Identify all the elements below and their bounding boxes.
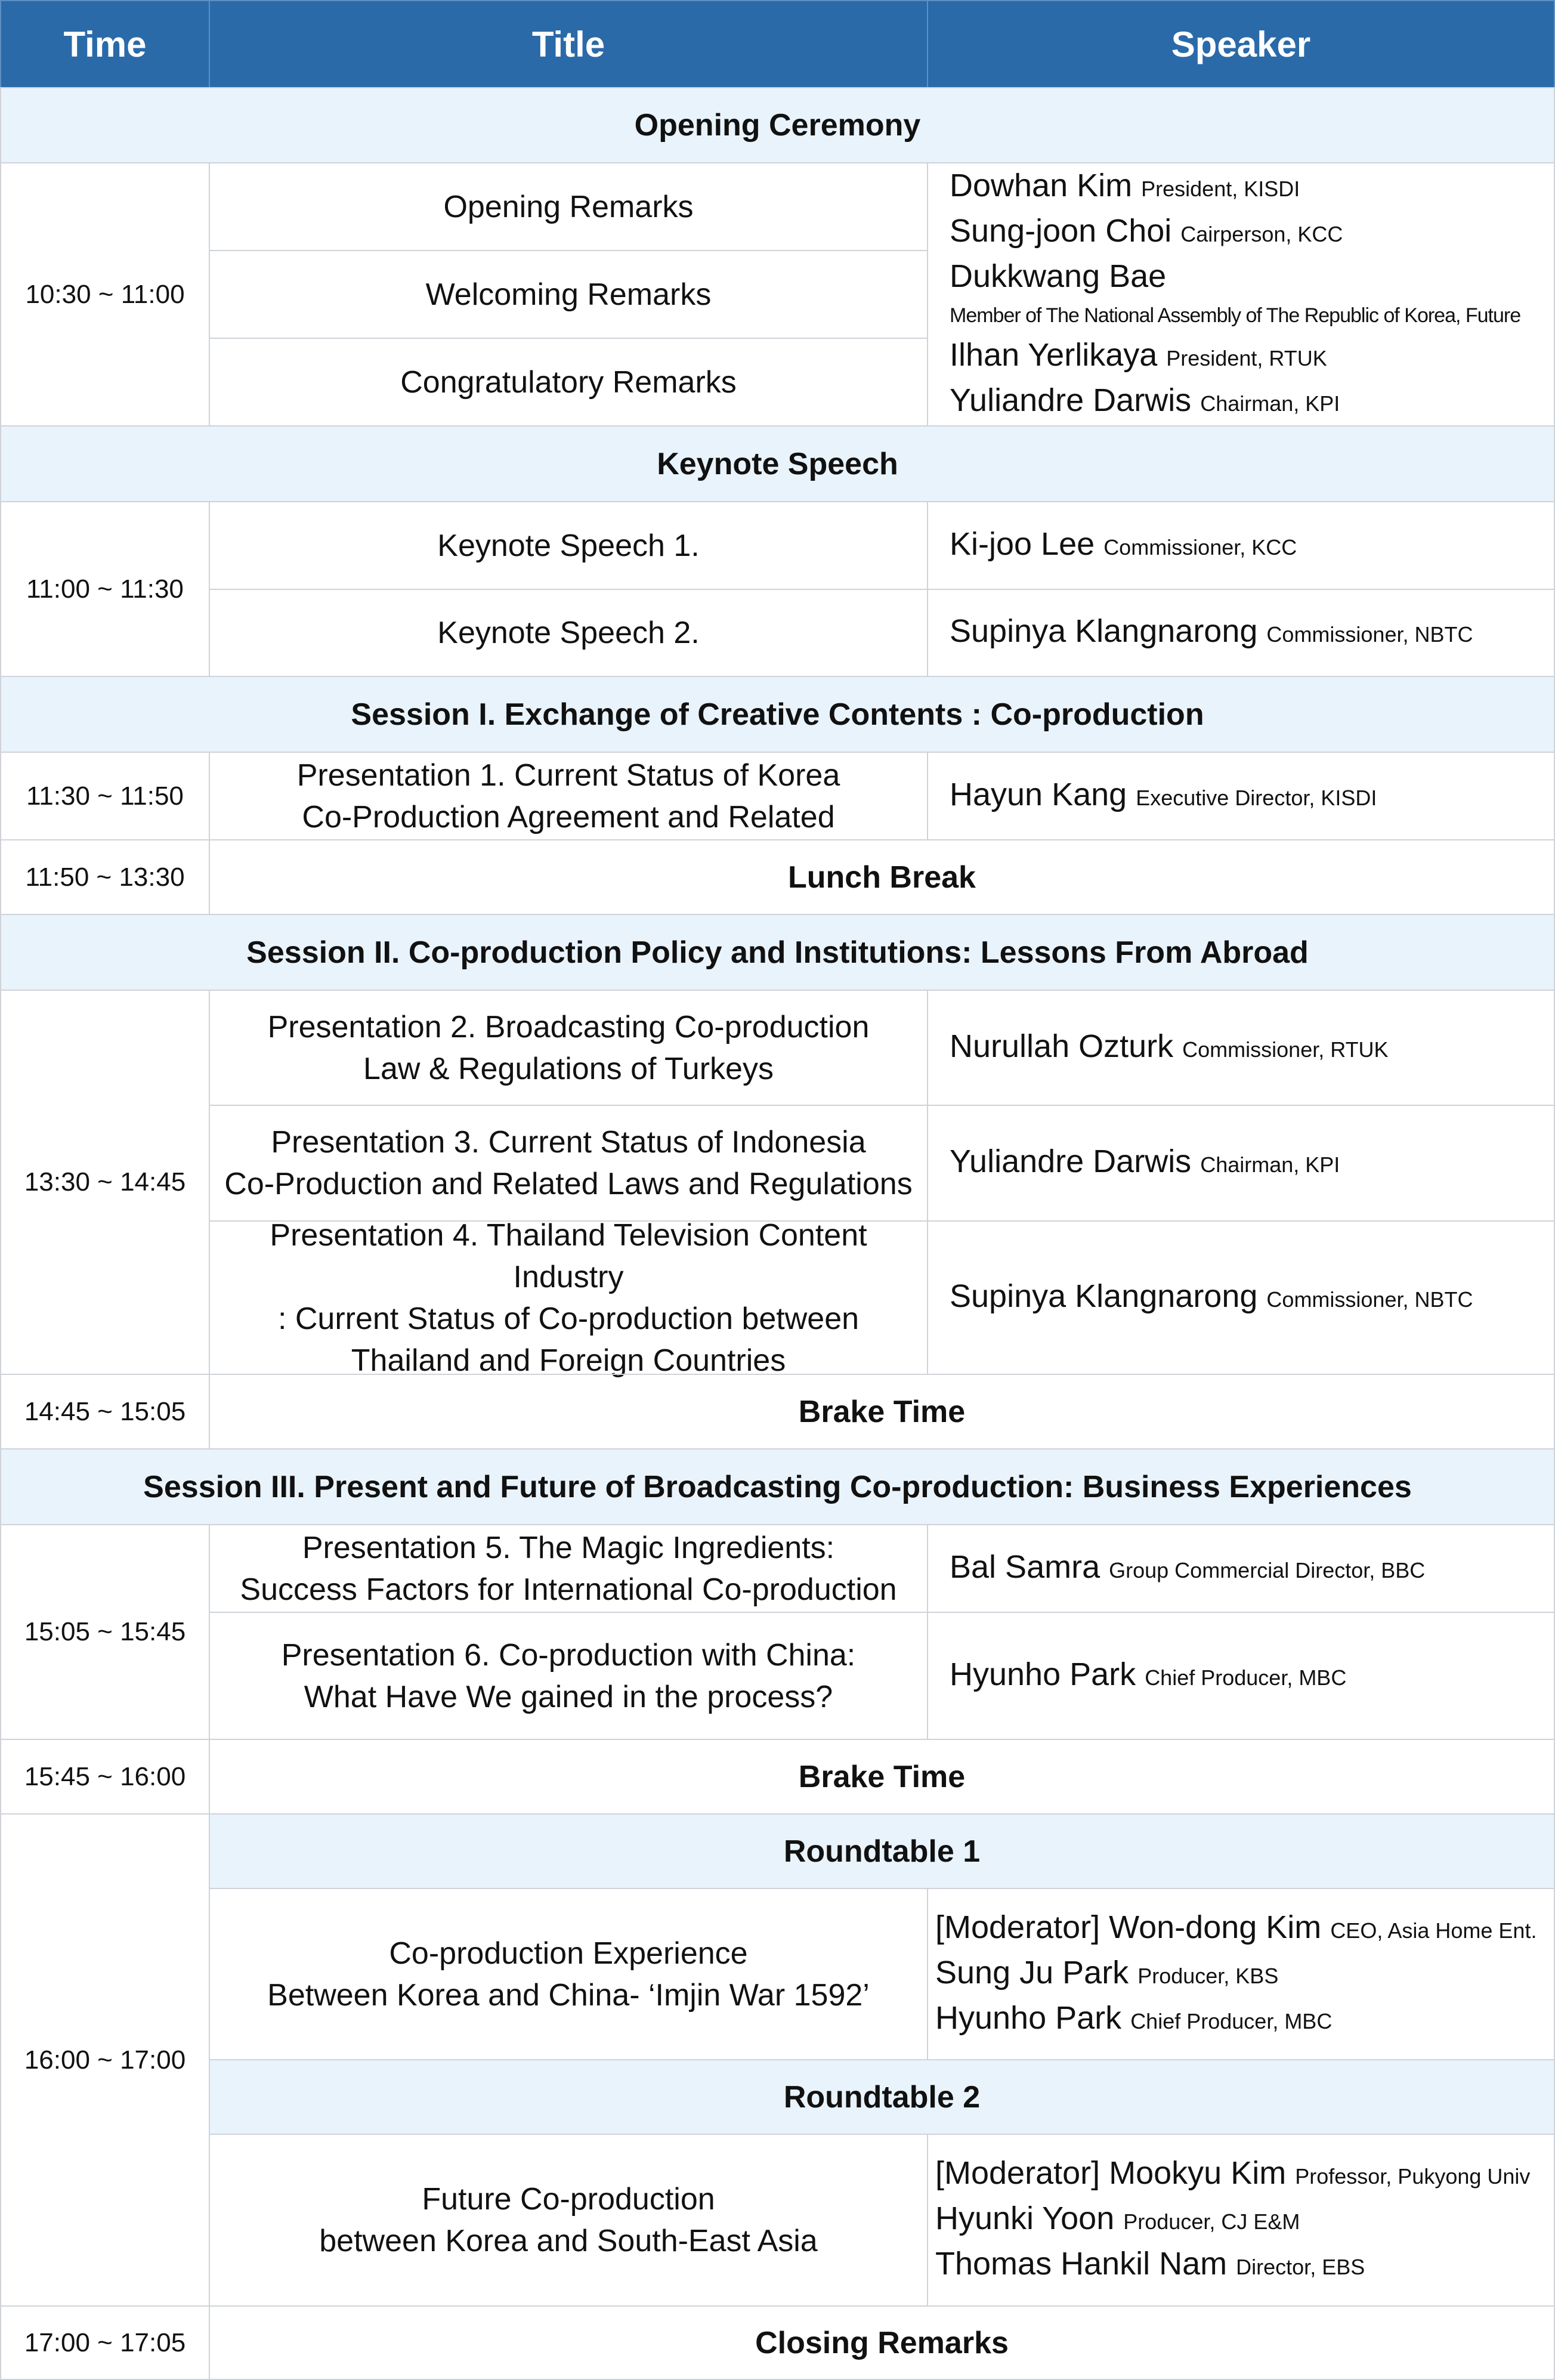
time-session-2: 13:30 ~ 14:45 [0, 990, 210, 1375]
speaker-name: Nurullah Ozturk [950, 1028, 1174, 1064]
title-line: Future Co-production [422, 2182, 715, 2217]
speaker-role: Group Commercial Director, BBC [1109, 1557, 1426, 1582]
time-brake-2: 15:45 ~ 16:00 [0, 1739, 210, 1815]
speakers-roundtable-1 [927, 1888, 1555, 2060]
speaker-name: Supinya Klangnarong [950, 613, 1258, 649]
speaker-role: President, RTUK [1166, 345, 1327, 370]
title-line: Between Korea and China- ‘Imjin War 1592’ [267, 1977, 870, 2013]
title-line: Success Factors for International Co-production [240, 1572, 897, 1607]
section-keynote: Keynote Speech [0, 425, 1555, 502]
time-roundtables: 16:00 ~ 17:00 [0, 1813, 210, 2307]
speaker-name: Yuliandre Darwis [950, 1143, 1192, 1179]
speaker-role: Chief Producer, MBC [1145, 1665, 1347, 1690]
section-session-2: Session II. Co-production Policy and Institutions: Lessons From Abroad [0, 914, 1555, 991]
speaker-line [950, 379, 1340, 425]
title-presentation-4 [209, 1217, 928, 1378]
speaker-role: Producer, CJ E&M [1123, 2209, 1300, 2234]
speaker-role: Commissioner, NBTC [1266, 1287, 1473, 1312]
speaker-role: Producer, KBS [1137, 1963, 1279, 1988]
title-line: Co-production Experience [389, 1936, 748, 1971]
title-line: Presentation 4. Thailand Television Content Industry [270, 1217, 867, 1294]
speaker-name: Sung-joon Choi [950, 212, 1172, 249]
section-opening: Opening Ceremony [0, 87, 1555, 163]
speaker-line [950, 165, 1300, 210]
speaker-role: CEO, Asia Home Ent. [1330, 1918, 1537, 1943]
speaker-name: Sung Ju Park [935, 1954, 1129, 1990]
speaker-role: Commissioner, NBTC [1266, 622, 1473, 647]
speaker-line [950, 210, 1343, 255]
speaker-name: Bal Samra [950, 1548, 1100, 1585]
speaker-role-line: Member of The National Assembly of The Republic of Korea, Future [950, 304, 1521, 327]
title-line: Thailand and Foreign Countries [351, 1343, 786, 1378]
section-session-1: Session I. Exchange of Creative Contents : Co-production [0, 676, 1555, 753]
brake-time-1: Brake Time [209, 1374, 1555, 1449]
section-session-3: Session III. Present and Future of Broadcasting Co-production: Business Experiences [0, 1448, 1555, 1525]
title-roundtable-2 [209, 2134, 928, 2307]
speaker-name: Hyunho Park [935, 1999, 1122, 2036]
title-roundtable-1 [209, 1888, 928, 2060]
speaker-name: Ki-joo Lee [950, 526, 1095, 562]
speakers-opening [927, 162, 1555, 426]
title-presentation-2 [209, 990, 928, 1106]
speaker-name: [Moderator] Won-dong Kim [935, 1909, 1322, 1945]
closing-remarks: Closing Remarks [209, 2305, 1555, 2380]
time-closing: 17:00 ~ 17:05 [0, 2305, 210, 2380]
title-line: Presentation 5. The Magic Ingredients: [302, 1530, 835, 1565]
brake-time-2: Brake Time [209, 1739, 1555, 1815]
time-brake-1: 14:45 ~ 15:05 [0, 1374, 210, 1449]
speaker-name: Ilhan Yerlikaya [950, 336, 1158, 373]
speaker-line [950, 255, 1166, 297]
title-keynote-2: Keynote Speech 2. [209, 589, 928, 677]
title-opening-remarks: Opening Remarks [209, 162, 928, 251]
speaker-keynote-2 [927, 589, 1555, 677]
title-line: Presentation 1. Current Status of Korea [296, 758, 840, 793]
speaker-presentation-2 [927, 990, 1555, 1106]
title-line: Presentation 2. Broadcasting Co-production [267, 1009, 870, 1044]
speaker-role: Chairman, KPI [1200, 1152, 1340, 1177]
speaker-name: Hyunki Yoon [935, 2200, 1115, 2236]
speaker-name: Supinya Klangnarong [950, 1278, 1258, 1314]
speaker-role: Executive Director, KISDI [1136, 785, 1377, 810]
speaker-role: President, KISDI [1141, 176, 1300, 201]
speakers-roundtable-2 [927, 2134, 1555, 2307]
speaker-name: Dukkwang Bae [950, 258, 1167, 294]
title-line: Presentation 3. Current Status of Indonesia [271, 1125, 866, 1160]
title-line: between Korea and South-East Asia [319, 2224, 818, 2258]
speaker-presentation-5 [927, 1524, 1555, 1613]
title-congratulatory-remarks: Congratulatory Remarks [209, 338, 928, 426]
title-keynote-1: Keynote Speech 1. [209, 501, 928, 590]
speaker-presentation-4 [927, 1220, 1555, 1375]
title-line: Law & Regulations of Turkeys [363, 1051, 774, 1086]
speaker-name: Thomas Hankil Nam [935, 2246, 1228, 2282]
title-line: Co-Production and Related Laws and Regulations [224, 1167, 913, 1201]
roundtable-1-label: Roundtable 1 [209, 1813, 1555, 1889]
speaker-role: Cairperson, KCC [1180, 221, 1343, 246]
time-session-1: 11:30 ~ 11:50 [0, 752, 210, 840]
speaker-role: Commissioner, KCC [1103, 534, 1297, 560]
speaker-presentation-6 [927, 1612, 1555, 1740]
header-title: Title [209, 0, 928, 88]
time-opening: 10:30 ~ 11:00 [0, 162, 210, 426]
title-line: Presentation 6. Co-production with China: [281, 1637, 856, 1673]
title-presentation-5 [209, 1524, 928, 1613]
speaker-session-1 [927, 752, 1555, 840]
speaker-keynote-1 [927, 501, 1555, 590]
speaker-role: Director, EBS [1236, 2255, 1365, 2279]
roundtable-2-label: Roundtable 2 [209, 2059, 1555, 2135]
speaker-name: Dowhan Kim [950, 167, 1133, 203]
speaker-line [950, 334, 1327, 379]
title-line: : Current Status of Co-production between [277, 1301, 860, 1336]
speaker-name: [Moderator] Mookyu Kim [935, 2155, 1287, 2191]
speaker-role: Chairman, KPI [1200, 391, 1340, 416]
header-speaker: Speaker [927, 0, 1555, 88]
speaker-name: Hyunho Park [950, 1656, 1136, 1692]
lunch-break: Lunch Break [209, 839, 1555, 915]
title-presentation-1 [209, 752, 928, 840]
time-keynote: 11:00 ~ 11:30 [0, 501, 210, 677]
speaker-role: Commissioner, RTUK [1182, 1037, 1389, 1062]
title-welcoming-remarks: Welcoming Remarks [209, 250, 928, 339]
title-line: Co-Production Agreement and Related [302, 799, 835, 834]
speaker-role: Professor, Pukyong Univ [1295, 2164, 1531, 2189]
speaker-presentation-3 [927, 1105, 1555, 1222]
time-lunch: 11:50 ~ 13:30 [0, 839, 210, 915]
title-presentation-3 [209, 1105, 928, 1222]
title-line: What Have We gained in the process? [304, 1679, 833, 1714]
speaker-name: Hayun Kang [950, 776, 1127, 812]
title-presentation-6 [209, 1612, 928, 1740]
speaker-name: Yuliandre Darwis [950, 382, 1192, 418]
time-session-3: 15:05 ~ 15:45 [0, 1524, 210, 1740]
header-time: Time [0, 0, 210, 88]
speaker-role: Chief Producer, MBC [1130, 2008, 1333, 2033]
